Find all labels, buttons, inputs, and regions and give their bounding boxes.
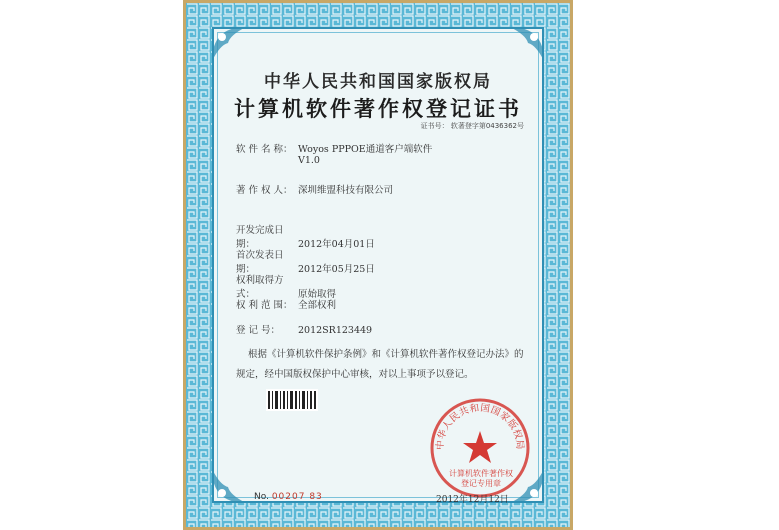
scope-value: 全部权利 xyxy=(298,300,337,311)
certificate-body xyxy=(212,27,544,503)
software-name-row xyxy=(236,141,432,155)
pub-date-label: 首次发表日期： xyxy=(236,250,284,275)
statement xyxy=(236,345,524,385)
issuer-title: 中华人民共和国国家版权局 xyxy=(264,72,492,92)
corner-ornament-icon xyxy=(210,467,248,505)
scope-row xyxy=(236,297,336,311)
corner-ornament-icon xyxy=(508,25,546,63)
issue-date: 2012年12月12日 xyxy=(436,495,509,505)
statement-line-2: 规定，经中国版权保护中心审核，对以上事项予以登记。 xyxy=(236,369,474,380)
dev-date-row xyxy=(236,222,375,250)
seal-line-2: 登记专用章 xyxy=(461,479,501,488)
registration-label: 登 记 号： xyxy=(236,325,281,336)
acquire-value: 原始取得 xyxy=(298,289,337,300)
scope-label: 权 利 范 围： xyxy=(236,300,293,311)
software-version: V1.0 xyxy=(298,155,320,166)
corner-ornament-icon xyxy=(210,25,248,63)
barcode-icon xyxy=(266,389,318,411)
certificate-title: 计算机软件著作权登记证书 xyxy=(234,96,522,121)
seal-star-icon xyxy=(463,431,497,463)
certificate-number: 证书号： 软著登字第0436362号 xyxy=(420,122,524,130)
acquire-row xyxy=(236,272,336,300)
statement-line-1: 根据《计算机软件保护条例》和《计算机软件著作权登记办法》的 xyxy=(248,349,524,360)
registration-number: 2012SR123449 xyxy=(298,325,373,336)
dev-date-label: 开发完成日期： xyxy=(236,225,284,250)
pub-date-row xyxy=(236,247,375,275)
acquire-label: 权利取得方式： xyxy=(236,275,284,300)
owner-label: 著 作 权 人： xyxy=(236,185,293,196)
serial-number-value: 00207 83 xyxy=(271,492,323,502)
registration-row xyxy=(236,322,372,336)
seal-ring-text: 中华人民共和国国家版权局 xyxy=(434,402,526,451)
owner-row xyxy=(236,182,393,196)
seal-caption xyxy=(444,469,518,489)
pub-date-value: 2012年05月25日 xyxy=(298,264,375,275)
serial-number xyxy=(254,492,323,502)
software-name-label: 软 件 名 称： xyxy=(236,144,293,155)
software-name-value: Woyos PPPOE通道客户端软件 xyxy=(298,144,433,155)
dev-date-value: 2012年04月01日 xyxy=(298,239,375,250)
owner-value: 深圳维盟科技有限公司 xyxy=(298,185,394,196)
seal-line-1: 计算机软件著作权 xyxy=(449,469,513,478)
certificate xyxy=(183,0,573,530)
serial-number-label: No. xyxy=(254,492,269,502)
